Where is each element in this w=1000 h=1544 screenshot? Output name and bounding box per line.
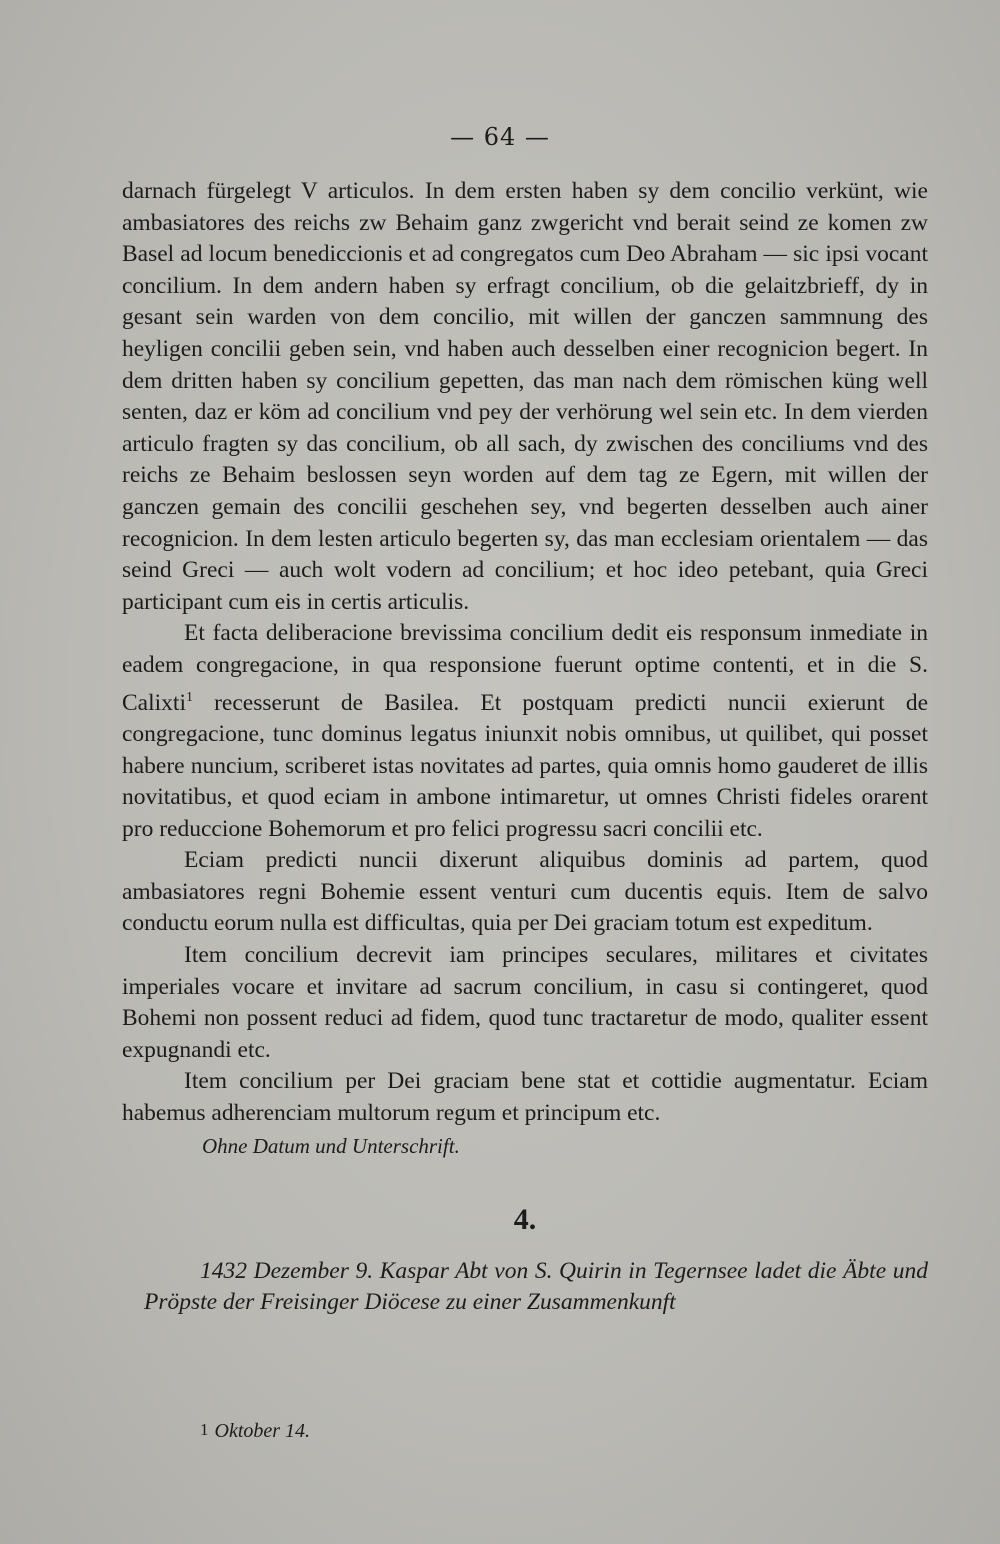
footnote-mark: 1 bbox=[200, 1420, 209, 1439]
regest-heading bbox=[122, 1256, 928, 1319]
regest-text: 1432 Dezember 9. Kaspar Abt von S. Quirin in Tegernsee ladet die Äbte und Pröpste der Freisinger Diöcese zu einer Zusammenkunft bbox=[144, 1257, 928, 1316]
footnote-text: Oktober 14. bbox=[214, 1420, 311, 1442]
main-text bbox=[122, 176, 928, 1319]
paragraph-4: Item concilium decrevit iam principes seculares, militares et civitates imperiales vocare et invitare ad sacrum concilium, in casu si contingeret, quod Bohemi non possent reduci ad fidem, quod tunc tractaretur de modo, qualiter essent expugnandi etc. bbox=[122, 942, 928, 1063]
paragraph-2-part-1: Et facta deliberacione brevissima concilium dedit eis responsum inmediate in eadem congregacione, in qua responsione fuerunt optime contenti, et in die S. Calixti bbox=[122, 620, 928, 716]
paragraph-2-part-2: recesserunt de Basilea. Et postquam predicti nuncii exierunt de congregacione, tunc dominus legatus iniunxit nobis omnibus, ut quilibet, qui posset habere nuncium, scriberet istas novitates ad partes, quia omnis homo gauderet de illis novitatibus, et quod eciam in ambone intimaretur, ut omnes Christi fideles orarent pro reduccione Bohemorum et pro felici progressu sacri concilii etc. bbox=[122, 689, 928, 842]
paragraph-3: Eciam predicti nuncii dixerunt aliquibus dominis ad partem, quod ambasiatores regni Bohemie essent venturi cum ducentis equis. Item de salvo conductu eorum nulla est difficultas, quia per Dei graciam totum est expeditum. bbox=[122, 847, 928, 937]
page-number: — 64 — bbox=[450, 123, 550, 151]
footnote bbox=[200, 1420, 310, 1443]
signature-note: Ohne Datum und Unterschrift. bbox=[202, 1133, 460, 1158]
paragraph-5: Item concilium per Dei graciam bene stat et cottidie augmentatur. Eciam habemus adherenciam multorum regum et principum etc. bbox=[122, 1068, 928, 1127]
document-number: 4. bbox=[513, 1202, 537, 1236]
paragraph-1: darnach fürgelegt V articulos. In dem ersten haben sy dem concilio verkünt, wie ambasiatores des reichs zw Behaim ganz zwgericht vnd berait seind ze komen zw Basel ad locum benediccionis et ad congregatos cum Deo Abraham — sic ipsi vocant concilium. In dem andern haben sy erfragt concilium, ob die gelaitzbrieff, dy in gesant sein warden von dem concilio, mit willen der ganczen sammnung des heyligen concilii geben sein, vnd haben auch desselben einer recognicion begert. In dem dritten haben sy concilium gepetten, das man nach dem römischen küng well senten, daz er köm ad concilium vnd pey der verhörung wel sein etc. In dem vierden articulo fragten sy das concilium, ob all sach, dy zwischen des conciliums vnd des reichs ze Behaim beslossen seyn worden auf dem tag ze Egern, mit willen der ganczen gemain des concilii geschehen sey, vnd begerten desselben auch ainer recognicion. In dem lesten articulo begerten sy, das man ecclesiam orientalem — das seind Greci — auch wolt vodern ad concilium; et hoc ideo petebant, quia Greci participant cum eis in certis articulis. bbox=[122, 178, 928, 615]
footnote-reference[interactable]: 1 bbox=[185, 689, 193, 705]
paragraph-2 bbox=[122, 618, 928, 845]
